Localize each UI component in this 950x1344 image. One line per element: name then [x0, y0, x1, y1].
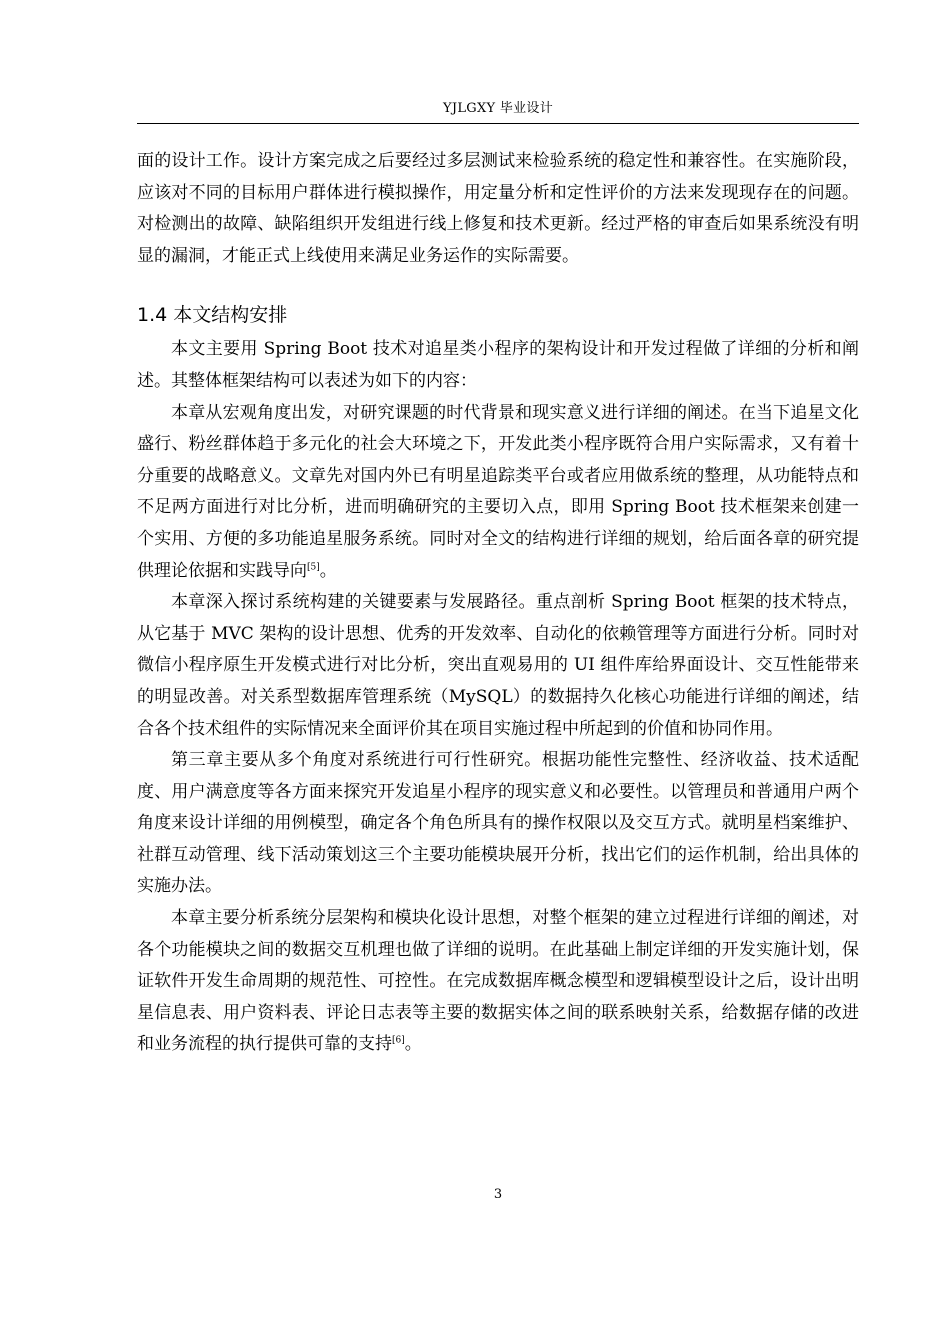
paragraph-tail: 。	[404, 1034, 422, 1055]
section-heading: 1.4 本文结构安排	[137, 304, 288, 327]
body-paragraph-1	[137, 334, 859, 397]
page-header: YJLGXY 毕业设计	[442, 101, 554, 116]
citation-ref: [6]	[392, 1035, 405, 1046]
body-paragraph-4	[137, 745, 859, 903]
paragraph-text: 本章主要分析系统分层架构和模块化设计思想，对整个框架的建立过程进行详细的阐述，对各个功能模块之间的数据交互机理也做了详细的说明。在此基础上制定详细的开发实施计划，保证软件开发生命周期的规范性、可控性。在完成数据库概念模型和逻辑模型设计之后，设计出明星信息表、用户资料表、评论日志表等主要的数据实体之间的联系映射关系，给数据存储的改进和业务流程的执行提供可靠的支持	[137, 908, 859, 1055]
body-paragraph-2	[137, 398, 859, 588]
paragraph-text: 本章深入探讨系统构建的关键要素与发展路径。重点剖析 Spring Boot 框架的技术特点，从它基于 MVC 架构的设计思想、优秀的开发效率、自动化的依赖管理等方面进行分析。同时对微信小程序原生开发模式进行对比分析，突出直观易用的 UI 组件库给界面设计、交互性能带来的明显改善。对关系型数据库管理系统（MySQL）的数据持久化核心功能进行详细的阐述，结合各个技术组件的实际情况来全面评价其在项目实施过程中所起到的价值和协同作用。	[137, 592, 859, 739]
header-divider	[137, 123, 859, 124]
paragraph-text: 本文主要用 Spring Boot 技术对追星类小程序的架构设计和开发过程做了详细的分析和阐述。其整体框架结构可以表述为如下的内容：	[137, 339, 859, 391]
body-paragraph-3	[137, 587, 859, 745]
paragraph-text: 本章从宏观角度出发，对研究课题的时代背景和现实意义进行详细的阐述。在当下追星文化盛行、粉丝群体趋于多元化的社会大环境之下，开发此类小程序既符合用户实际需求，又有着十分重要的战略意义。文章先对国内外已有明星追踪类平台或者应用做系统的整理，从功能特点和不足两方面进行对比分析，进而明确研究的主要切入点，即用 Spring Boot 技术框架来创建一个实用、方便的多功能追星服务系统。同时对全文的结构进行详细的规划，给后面各章的研究提供理论依据和实践导向	[137, 402, 859, 581]
page-number: 3	[493, 1187, 503, 1202]
paragraph-tail: 。	[319, 560, 337, 581]
intro-paragraph: 面的设计工作。设计方案完成之后要经过多层测试来检验系统的稳定性和兼容性。在实施阶段，应该对不同的目标用户群体进行模拟操作，用定量分析和定性评价的方法来发现现存在的问题。对检测出的故障、缺陷组织开发组进行线上修复和技术更新。经过严格的审查后如果系统没有明显的漏洞，才能正式上线使用来满足业务运作的实际需要。	[137, 151, 859, 266]
body-paragraph-5	[137, 903, 859, 1061]
paragraph-text: 第三章主要从多个角度对系统进行可行性研究。根据功能性完整性、经济收益、技术适配度、用户满意度等各方面来探究开发追星小程序的现实意义和必要性。以管理员和普通用户两个角度来设计详细的用例模型，确定各个角色所具有的操作权限以及交互方式。就明星档案维护、社群互动管理、线下活动策划这三个主要功能模块展开分析，找出它们的运作机制，给出具体的实施办法。	[137, 750, 859, 897]
page-body	[137, 146, 859, 1061]
citation-ref: [5]	[307, 561, 320, 572]
